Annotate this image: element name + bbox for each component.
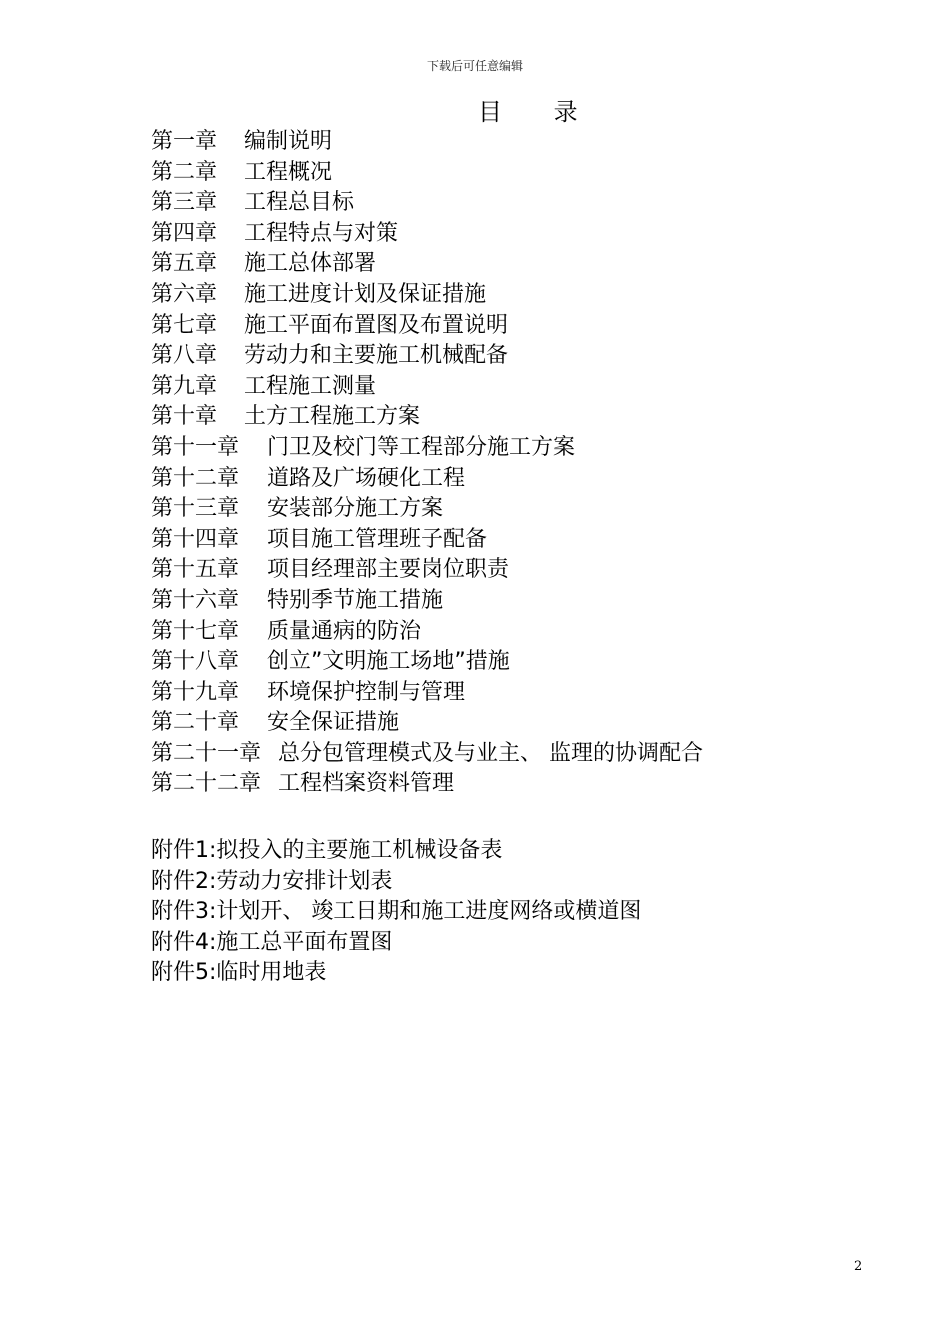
attachment-item xyxy=(151,928,641,959)
toc-item xyxy=(151,433,703,464)
chapter-number: 第十一章 xyxy=(151,434,240,460)
toc-item xyxy=(151,586,703,617)
chapter-title: 工程施工测量 xyxy=(244,373,377,399)
chapter-number: 第五章 xyxy=(151,251,218,277)
chapter-title: 创立”文明施工场地”措施 xyxy=(267,649,510,675)
attachment-label: 附件2: xyxy=(151,868,217,894)
toc-item xyxy=(151,617,703,648)
toc-item xyxy=(151,708,703,739)
toc-item xyxy=(151,219,703,250)
attachment-item xyxy=(151,867,641,898)
chapter-title: 门卫及校门等工程部分施工方案 xyxy=(267,434,576,460)
toc-title: 目 录 xyxy=(478,98,600,126)
chapter-number: 第八章 xyxy=(151,343,218,369)
attachment-label: 附件1: xyxy=(151,838,217,863)
attachment-title: 计划开、 竣工日期和施工进度网络或横道图 xyxy=(216,899,642,925)
chapter-title: 质量通病的防治 xyxy=(267,618,422,644)
chapter-number: 第一章 xyxy=(151,129,218,154)
toc-item xyxy=(151,372,703,403)
attachment-item xyxy=(151,836,641,867)
chapter-number: 第七章 xyxy=(151,312,218,338)
toc-item xyxy=(151,402,703,433)
toc-item xyxy=(151,341,703,372)
page-number: 2 xyxy=(854,1259,863,1274)
attachment-label: 附件4: xyxy=(151,929,217,955)
toc-item xyxy=(151,127,703,158)
toc-item xyxy=(151,555,703,586)
chapter-number: 第六章 xyxy=(151,281,218,307)
attachment-item xyxy=(151,897,641,928)
chapter-title: 道路及广场硬化工程 xyxy=(267,465,466,491)
chapter-number: 第九章 xyxy=(151,373,218,399)
toc-item xyxy=(151,188,703,219)
chapter-title: 工程总目标 xyxy=(244,190,355,216)
toc-item xyxy=(151,311,703,342)
attachment-title: 劳动力安排计划表 xyxy=(216,868,393,894)
chapter-number: 第十七章 xyxy=(151,618,240,644)
chapter-title: 劳动力和主要施工机械配备 xyxy=(244,343,509,369)
toc-item xyxy=(151,678,703,709)
chapter-number: 第三章 xyxy=(151,190,218,216)
attachment-item xyxy=(151,958,641,989)
chapter-number: 第十二章 xyxy=(151,465,240,491)
chapter-number: 第二章 xyxy=(151,159,218,185)
chapter-number: 第二十章 xyxy=(151,710,240,736)
toc-item xyxy=(151,739,703,770)
header-note: 下载后可任意编辑 xyxy=(426,59,523,73)
toc-item xyxy=(151,494,703,525)
chapter-title: 工程特点与对策 xyxy=(244,220,399,246)
toc-item xyxy=(151,525,703,556)
chapter-number: 第二十一章 xyxy=(151,740,262,766)
attachment-label: 附件3: xyxy=(151,899,217,925)
chapter-number: 第二十二章 xyxy=(151,771,262,797)
chapter-number: 第十九章 xyxy=(151,679,240,705)
attachment-title: 施工总平面布置图 xyxy=(216,929,393,955)
chapter-number: 第十三章 xyxy=(151,496,240,522)
chapter-title: 编制说明 xyxy=(244,129,333,154)
chapter-title: 安装部分施工方案 xyxy=(267,496,444,522)
chapter-number: 第十五章 xyxy=(151,557,240,583)
toc-item xyxy=(151,647,703,678)
toc-item xyxy=(151,280,703,311)
chapter-number: 第十四章 xyxy=(151,526,240,552)
chapter-title: 环境保护控制与管理 xyxy=(267,679,466,705)
toc-chapter-list xyxy=(151,127,703,800)
toc-item xyxy=(151,158,703,189)
chapter-title: 施工平面布置图及布置说明 xyxy=(244,312,509,338)
attachment-list xyxy=(151,836,641,989)
chapter-title: 特别季节施工措施 xyxy=(267,587,444,613)
chapter-title: 工程概况 xyxy=(244,159,333,185)
chapter-title: 土方工程施工方案 xyxy=(244,404,421,430)
chapter-title: 施工进度计划及保证措施 xyxy=(244,281,487,307)
chapter-title: 总分包管理模式及与业主、 监理的协调配合 xyxy=(278,740,703,766)
toc-item xyxy=(151,769,703,800)
chapter-title: 安全保证措施 xyxy=(267,710,400,736)
toc-item xyxy=(151,249,703,280)
chapter-title: 项目经理部主要岗位职责 xyxy=(267,557,510,583)
chapter-number: 第四章 xyxy=(151,220,218,246)
chapter-title: 施工总体部署 xyxy=(244,251,377,277)
chapter-number: 第十六章 xyxy=(151,587,240,613)
chapter-title: 工程档案资料管理 xyxy=(278,771,455,797)
chapter-title: 项目施工管理班子配备 xyxy=(267,526,488,552)
chapter-number: 第十章 xyxy=(151,404,218,430)
attachment-title: 拟投入的主要施工机械设备表 xyxy=(216,838,503,863)
chapter-number: 第十八章 xyxy=(151,649,240,675)
attachment-label: 附件5: xyxy=(151,960,217,986)
toc-item xyxy=(151,464,703,495)
attachment-title: 临时用地表 xyxy=(216,960,327,986)
